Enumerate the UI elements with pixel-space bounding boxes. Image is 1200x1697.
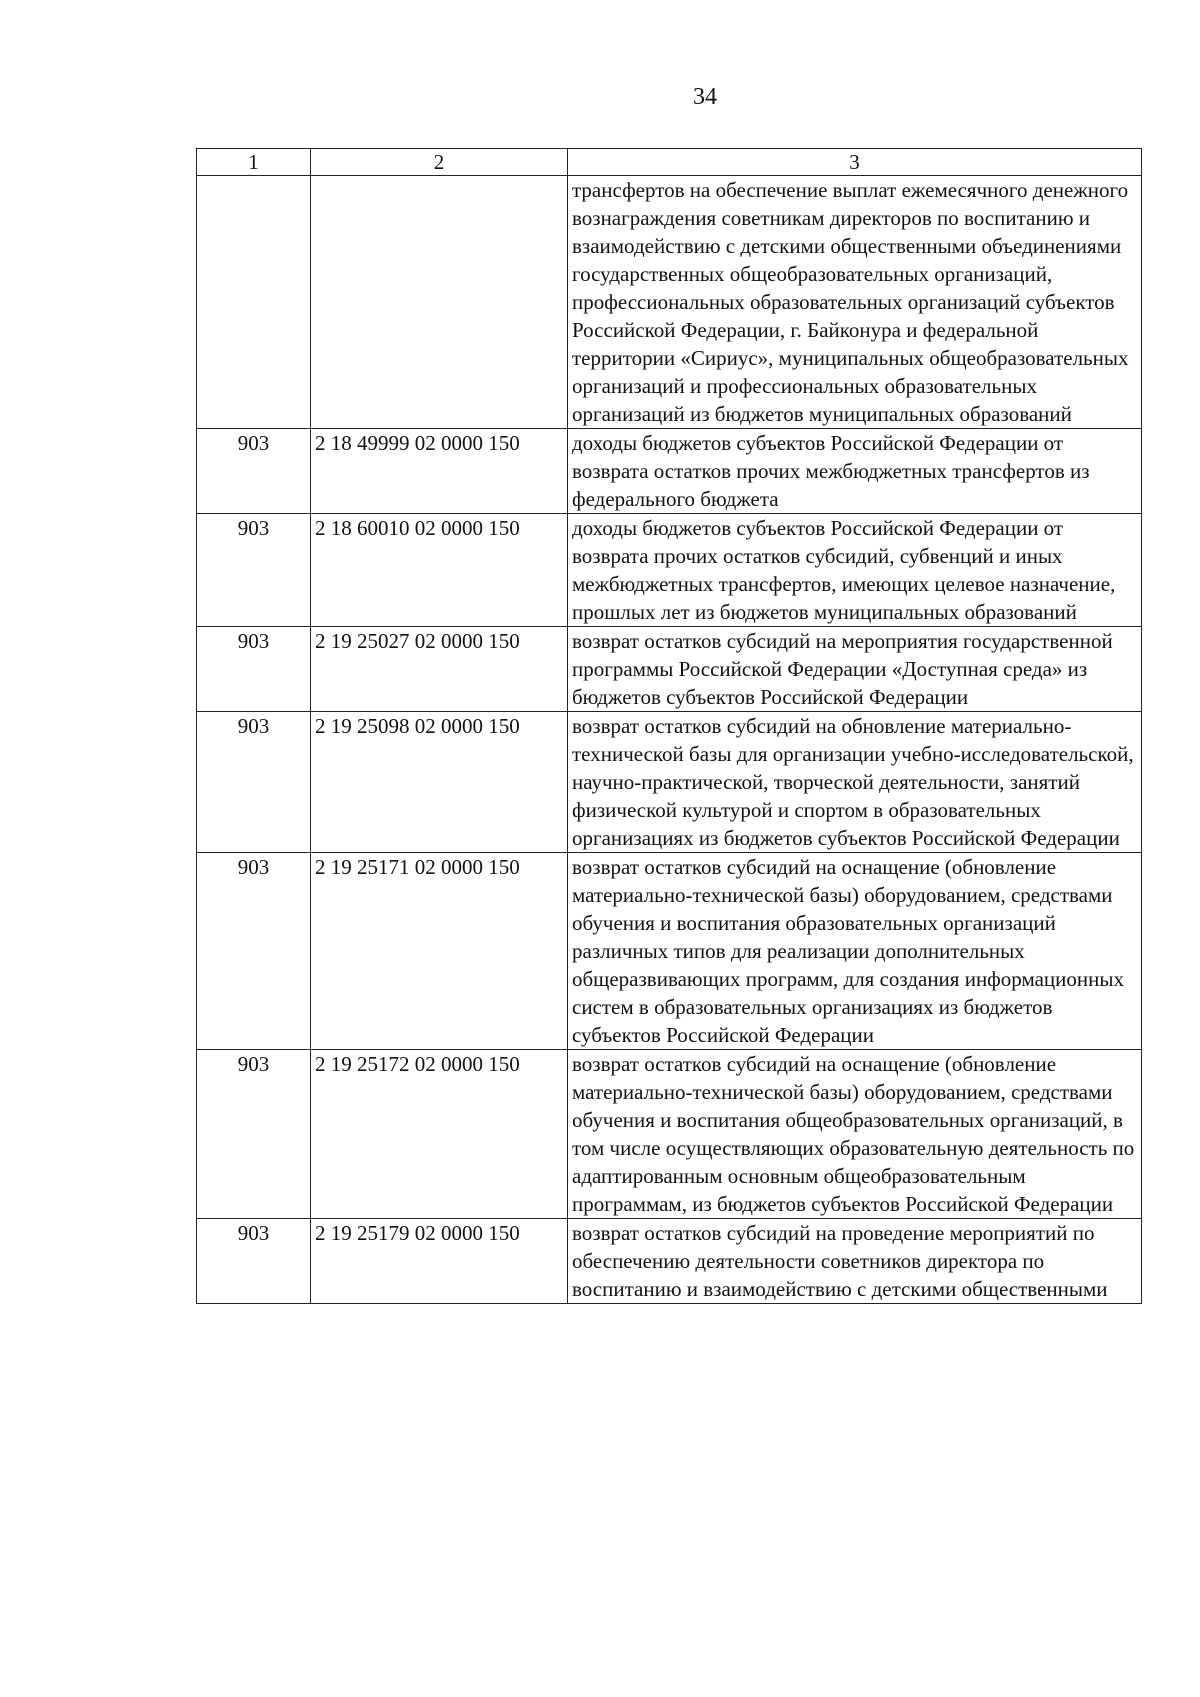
page-number: 34 [693,84,717,110]
column-header-1: 1 [197,149,311,176]
admin-code-cell: 903 [197,627,311,712]
description-cell: возврат остатков субсидий на оснащение (обновление материально-технической базы) оборудованием, средствами обучения и воспитания образовательных организаций различных типов для реализации дополнительных общеразвивающих программ, для создания информационных систем в образовательных организациях из бюджетов субъектов Российской Федерации [568,853,1142,1050]
table-row [197,712,1142,853]
budget-code-cell: 2 19 25098 02 0000 150 [311,712,568,853]
table-row [197,627,1142,712]
table-row [197,514,1142,627]
table-row [197,176,1142,429]
budget-code-cell: 2 19 25179 02 0000 150 [311,1219,568,1304]
admin-code-cell: 903 [197,1219,311,1304]
admin-code-cell: 903 [197,853,311,1050]
table-row [197,429,1142,514]
admin-code-cell: 903 [197,514,311,627]
column-header-3: 3 [568,149,1142,176]
description-cell: возврат остатков субсидий на обновление материально-технической базы для организации учебно-исследовательской, научно-практической, творческой деятельности, занятий физической культурой и спортом в образовательных организациях из бюджетов субъектов Российской Федерации [568,712,1142,853]
budget-classification-table [196,148,1142,1304]
budget-code-cell: 2 19 25027 02 0000 150 [311,627,568,712]
description-cell: доходы бюджетов субъектов Российской Федерации от возврата прочих остатков субсидий, субвенций и иных межбюджетных трансфертов, имеющих целевое назначение, прошлых лет из бюджетов муниципальных образований [568,514,1142,627]
budget-code-cell: 2 19 25172 02 0000 150 [311,1050,568,1219]
description-cell: доходы бюджетов субъектов Российской Федерации от возврата остатков прочих межбюджетных трансфертов из федерального бюджета [568,429,1142,514]
budget-code-cell: 2 18 60010 02 0000 150 [311,514,568,627]
description-cell: возврат остатков субсидий на мероприятия государственной программы Российской Федерации «Доступная среда» из бюджетов субъектов Российской Федерации [568,627,1142,712]
budget-code-cell [311,176,568,429]
budget-code-cell: 2 18 49999 02 0000 150 [311,429,568,514]
table-header-row [197,149,1142,176]
description-cell: трансфертов на обеспечение выплат ежемесячного денежного вознаграждения советникам директоров по воспитанию и взаимодействию с детскими общественными объединениями государственных общеобразовательных организаций, профессиональных образовательных организаций субъектов Российской Федерации, г. Байконура и федеральной территории «Сириус», муниципальных общеобразовательных организаций и профессиональных образовательных организаций из бюджетов муниципальных образований [568,176,1142,429]
budget-code-cell: 2 19 25171 02 0000 150 [311,853,568,1050]
table-row [197,1219,1142,1304]
table-row [197,1050,1142,1219]
admin-code-cell: 903 [197,712,311,853]
admin-code-cell [197,176,311,429]
admin-code-cell: 903 [197,1050,311,1219]
description-cell: возврат остатков субсидий на проведение мероприятий по обеспечению деятельности советников директора по воспитанию и взаимодействию с детскими общественными [568,1219,1142,1304]
column-header-2: 2 [311,149,568,176]
description-cell: возврат остатков субсидий на оснащение (обновление материально-технической базы) оборудованием, средствами обучения и воспитания общеобразовательных организаций, в том числе осуществляющих образовательную деятельность по адаптированным основным общеобразовательным программам, из бюджетов субъектов Российской Федерации [568,1050,1142,1219]
table-row [197,853,1142,1050]
admin-code-cell: 903 [197,429,311,514]
